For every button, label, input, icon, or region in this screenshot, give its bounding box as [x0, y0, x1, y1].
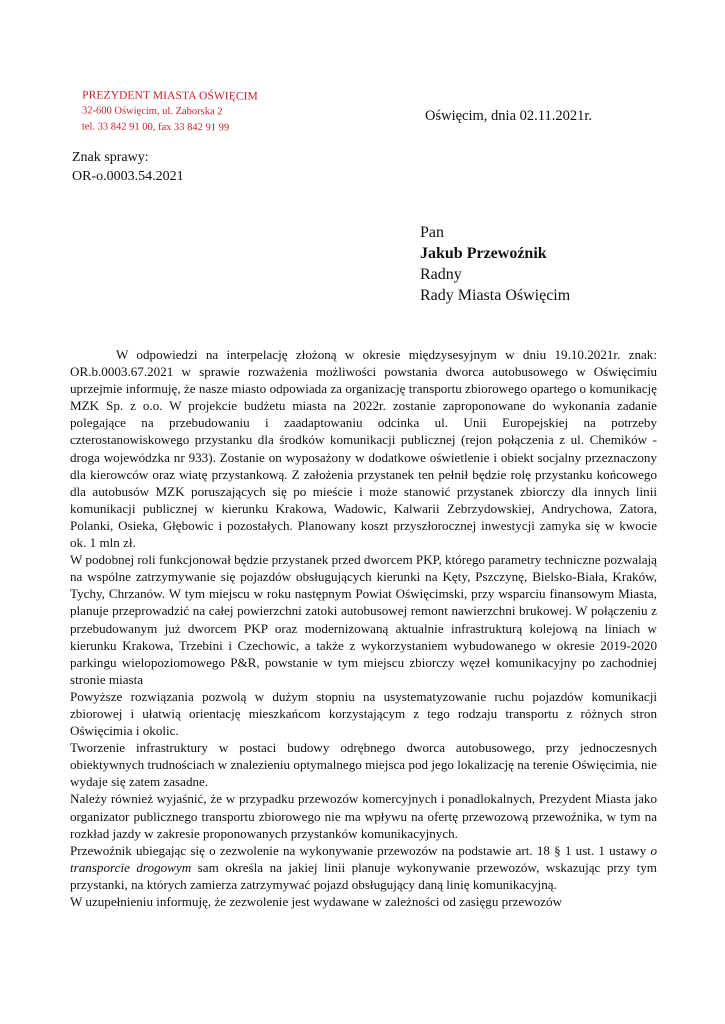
paragraph-4: Tworzenie infrastruktury w postaci budowy odrębnego dworca autobusowego, przy jednoczesnych obiektywnych trudnościach w znalezieniu optymalnego miejsca pod jego lokalizację na terenie Oświęcimia, nie wydaje się zatem zasadne. — [70, 740, 657, 790]
addressee-role: Radny — [420, 266, 462, 283]
paragraph-6-start: Przewoźnik ubiegając się o zezwolenie na wykonywanie przewozów na podstawie art. 18 § 1 ust. 1 ustawy — [70, 842, 651, 858]
case-label: Znak sprawy: — [72, 150, 149, 165]
addressee-salutation: Pan — [420, 224, 444, 241]
stamp-title: PREZYDENT MIASTA OŚWIĘCIM — [82, 89, 258, 103]
stamp-address: 32-600 Oświęcim, ul. Zaborska 2 — [81, 105, 223, 118]
paragraph-5: Należy również wyjaśnić, że w przypadku przewozów komercyjnych i ponadlokalnych, Prezydent Miasta jako organizator publicznego transportu zbiorowego nie ma wpływu na ofertę przewozową przewoźnika, w tym na rozkład jazdy w zakresie proponowanych przystanków komunikacyjnych. — [70, 791, 657, 841]
official-stamp — [82, 87, 262, 136]
paragraph-7: W uzupełnieniu informuję, że zezwolenie jest wydawane w zależności od zasięgu przewozów — [70, 894, 563, 909]
paragraph-1: W odpowiedzi na interpelację złożoną w okresie międzysesyjnym w dniu 19.10.2021r. znak: OR.b.0003.67.2021 w sprawie rozważenia możliwości powstania dworca autobusowego w Oświęcimiu uprzejmie informuję, że nasze miasto odpowiada za organizację transportu zbiorowego opartego o komunikację MZK Sp. z o.o. W projekcie budżetu miasta na 2022r. zostanie zaproponowane do wykonania zadanie polegające na przebudowaniu i zaadaptowaniu odcinka ul. Unii Europejskiej na potrzeby czterostanowiskowego przystanku dla środków komunikacji publicznej (rejon połączenia z ul. Chemików - droga wojewódzka nr 933). Zostanie on wyposażony w dodatkowe oświetlenie i obiekt socjalny przeznaczony dla kierowców oraz wiatę przystankową. Z założenia przystanek ten pełnił będzie rolę przystanku końcowego dla autobusów MZK poruszających się po mieście i może stanowić przystanek zbiorczy dla innych linii komunikacji publicznej w kierunku Krakowa, Wadowic, Kalwarii Zebrzydowskiej, Andrychowa, Zatora, Polanki, Osieka, Głębowic i pozostałych. Planowany koszt przyszłorocznej inwestycji zamyka się w kwocie ok. 1 mln zł. — [70, 347, 657, 551]
case-reference — [72, 148, 184, 186]
statute-title: o transporcie drogowym — [70, 842, 657, 875]
paragraph-6-end: sam określa na jakiej linii planuje wykonywanie przewozów, wskazując przy tym przystanki, na których zamierza zatrzymywać pojazd obsługujący daną linię komunikacyjną. — [70, 859, 657, 892]
letter-body — [70, 346, 657, 910]
case-number: OR-o.0003.54.2021 — [72, 169, 184, 184]
date-line: Oświęcim, dnia 02.11.2021r. — [425, 108, 592, 124]
paragraph-6 — [70, 842, 657, 893]
addressee-body: Rady Miasta Oświęcim — [420, 287, 571, 304]
addressee-block — [420, 222, 570, 306]
stamp-phone: tel. 33 842 91 00, fax 33 842 91 99 — [81, 121, 230, 134]
paragraph-2: W podobnej roli funkcjonował będzie przystanek przed dworcem PKP, którego parametry techniczne pozwalają na wspólne zatrzymywanie się pojazdów obsługujących kierunki na Kęty, Pszczynę, Bielsko-Biała, Kraków, Tychy, Chrzanów. W tym miejscu w roku następnym Powiat Oświęcimski, przy wsparciu finansowym Miasta, planuje przeprowadzić na całej powierzchni zatoki autobusowej remont nawierzchni brukowej. W połączeniu z przebudowanym już dworcem PKP oraz modernizowaną aktualnie infrastrukturą kolejową na liniach w kierunku Krakowa, Trzebini i Czechowic, a także z wykorzystaniem wybudowanego w okresie 2019-2020 parkingu wielopoziomowego P&R, powstanie w tym miejscu zbiorczy węzeł komunikacyjny po zachodniej stronie miasta — [70, 552, 657, 687]
addressee-name: Jakub Przewoźnik — [420, 245, 547, 262]
paragraph-3: Powyższe rozwiązania pozwolą w dużym stopniu na usystematyzowanie ruchu pojazdów komunikacji zbiorowej i ułatwią orientację mieszkańcom korzystającym z tego rodzaju transportu z różnych stron Oświęcimia i okolic. — [70, 688, 657, 739]
